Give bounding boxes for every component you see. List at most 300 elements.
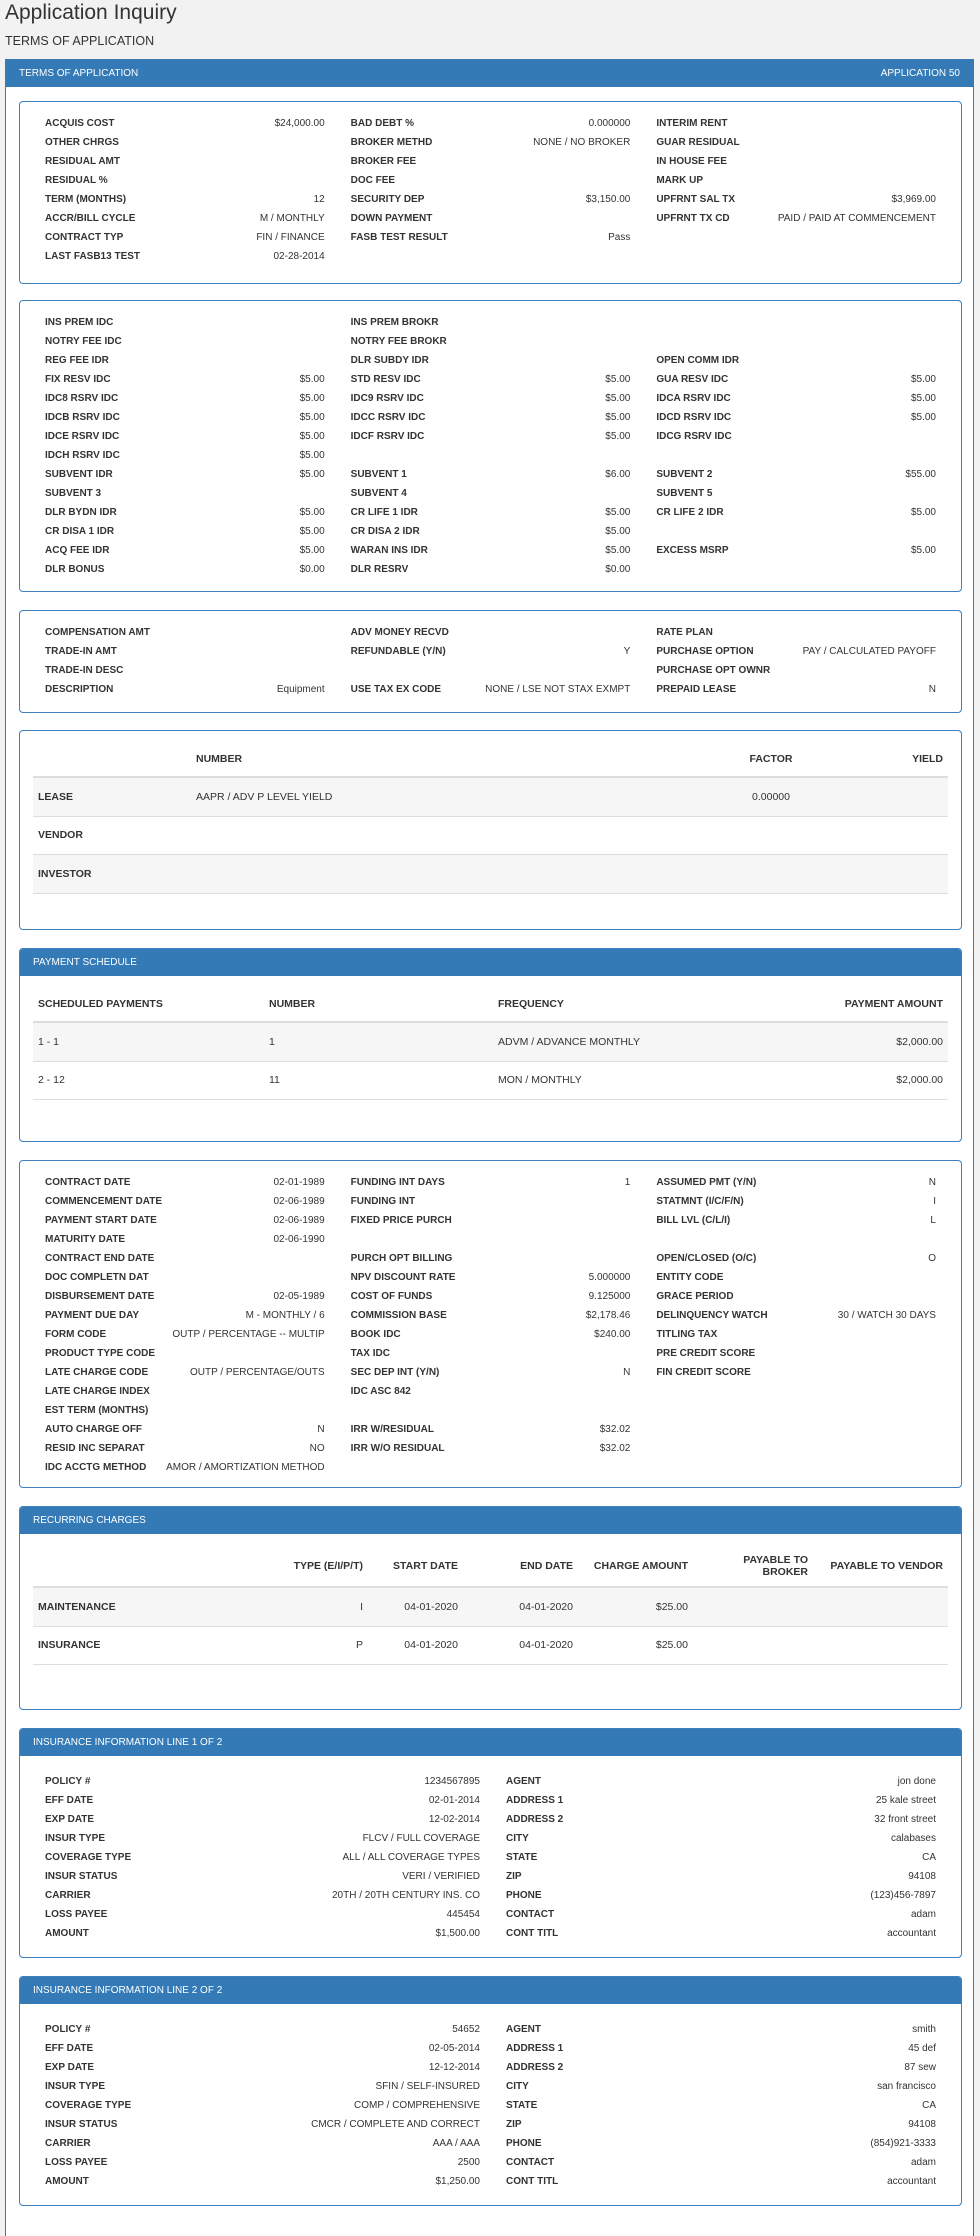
- table-row: [33, 1627, 948, 1666]
- contract-grid: [45, 1173, 936, 1477]
- terms-grid: [45, 114, 936, 266]
- field-value: Equipment: [276, 684, 325, 695]
- field-label: DLR BONUS: [45, 564, 105, 575]
- field-label: POLICY #: [45, 2024, 91, 2035]
- field-label: DELINQUENCY WATCH: [656, 1310, 768, 1321]
- recurring-charges-header: [20, 1507, 961, 1534]
- field-subvent-1: [351, 465, 631, 484]
- field-label: PHONE: [506, 2138, 542, 2149]
- field-label: ACQ FEE IDR: [45, 545, 110, 556]
- field-dlr-bydn-idr: [45, 503, 325, 522]
- payment-table-header: [33, 986, 948, 1023]
- field-label: DLR SUBDY IDR: [350, 355, 429, 366]
- field-label: OTHER CHRGS: [45, 137, 119, 148]
- payment-rows: [33, 1023, 948, 1100]
- field-payment-start-date: [45, 1211, 325, 1230]
- field-value: accountant: [887, 2176, 936, 2187]
- table-row: [33, 1062, 948, 1101]
- field-value: 1: [624, 1177, 631, 1188]
- field-cr-life-2-idr: [656, 503, 936, 522]
- contract-c1-column: [45, 1173, 325, 1477]
- field-label: BROKER FEE: [350, 156, 417, 167]
- cell-amount: $25.00: [655, 1639, 688, 1652]
- field-notry-fee-brokr: [351, 332, 631, 351]
- ins1-c1-column: [45, 1772, 480, 1943]
- field-label: DESCRIPTION: [45, 684, 114, 695]
- empty-field: [656, 522, 936, 541]
- field-assumed-pmt-y-n: [656, 1173, 936, 1192]
- field-value: 02-06-1989: [273, 1196, 325, 1207]
- field-label: PREPAID LEASE: [656, 684, 737, 695]
- field-maturity-date: [45, 1230, 325, 1249]
- field-late-charge-index: [45, 1382, 325, 1401]
- table-row: [33, 817, 948, 856]
- field-upfrnt-sal-tx: [656, 190, 936, 209]
- cell-number: 11: [269, 1074, 280, 1087]
- field-label: REG FEE IDR: [45, 355, 109, 366]
- field-value: (123)456-7897: [870, 1890, 936, 1901]
- field-commencement-date: [45, 1192, 325, 1211]
- cell-amount: $2,000.00: [896, 1074, 943, 1087]
- field-value: 02-06-1990: [273, 1234, 325, 1245]
- field-compensation-amt: [45, 623, 325, 642]
- field-value: CMCR / COMPLETE AND CORRECT: [311, 2119, 480, 2130]
- field-cost-of-funds: [351, 1287, 631, 1306]
- idc-grid: [45, 313, 936, 579]
- field-upfrnt-tx-cd: [656, 209, 936, 228]
- field-label: CARRIER: [45, 1890, 91, 1901]
- rec-col-end: END DATE: [520, 1559, 573, 1572]
- field-label: DOC COMPLETN DAT: [45, 1272, 149, 1283]
- field-value: $0.00: [605, 564, 631, 575]
- field-waran-ins-idr: [351, 541, 631, 560]
- field-value: 25 kale street: [875, 1795, 936, 1806]
- field-value: $5.00: [605, 526, 631, 537]
- field-label: INTERIM RENT: [656, 118, 728, 129]
- field-label: PURCH OPT BILLING: [350, 1253, 453, 1264]
- field-acq-fee-idr: [45, 541, 325, 560]
- field-label: BILL LVL (C/L/I): [656, 1215, 731, 1226]
- field-amount: [45, 2172, 480, 2191]
- idc-c3-column: [656, 313, 936, 579]
- field-label: IDCH RSRV IDC: [45, 450, 120, 461]
- comp-c2-column: [351, 623, 631, 699]
- field-value: san francisco: [877, 2081, 936, 2092]
- idc-c1-column: [45, 313, 325, 579]
- field-label: CITY: [506, 2081, 529, 2092]
- field-cr-life-1-idr: [351, 503, 631, 522]
- idc-section: [19, 300, 962, 592]
- field-last-fasb13-test: [45, 247, 325, 266]
- field-value: 12-02-2014: [428, 1814, 480, 1825]
- field-label: OPEN/CLOSED (O/C): [656, 1253, 757, 1264]
- field-dlr-subdy-idr: [351, 351, 631, 370]
- ins1-c2-column: [506, 1772, 936, 1943]
- field-label: AGENT: [506, 1776, 541, 1787]
- field-label: CARRIER: [45, 2138, 91, 2149]
- cell-type: P: [355, 1639, 363, 1652]
- terms-c1-column: [45, 114, 325, 266]
- field-label: COMPENSATION AMT: [45, 627, 150, 638]
- field-label: RESID INC SEPARAT: [45, 1443, 145, 1454]
- cell-start: 04-01-2020: [404, 1600, 458, 1613]
- field-value: AAA / AAA: [432, 2138, 480, 2149]
- insurance-line-2-section: [19, 1976, 962, 2206]
- field-doc-fee: [351, 171, 631, 190]
- field-value: $5.00: [910, 374, 936, 385]
- cell-type: I: [360, 1600, 363, 1613]
- field-purchase-option: [656, 642, 936, 661]
- field-label: STATE: [506, 2100, 538, 2111]
- field-value: $24,000.00: [274, 118, 325, 129]
- field-form-code: [45, 1325, 325, 1344]
- field-label: TERM (MONTHS): [45, 194, 127, 205]
- field-label: ADDRESS 2: [506, 1814, 564, 1825]
- field-label: GRACE PERIOD: [656, 1291, 734, 1302]
- pay-col-amount: PAYMENT AMOUNT: [844, 997, 943, 1010]
- field-ins-prem-idc: [45, 313, 325, 332]
- field-loss-payee: [45, 1905, 480, 1924]
- field-label: MARK UP: [656, 175, 703, 186]
- field-label: SUBVENT 5: [656, 488, 713, 499]
- field-std-resv-idc: [351, 370, 631, 389]
- field-idcb-rsrv-idc: [45, 408, 325, 427]
- field-value: $5.00: [605, 374, 631, 385]
- field-value: $5.00: [299, 526, 325, 537]
- cell-frequency: MON / MONTHLY: [498, 1074, 582, 1087]
- field-label: COMMENCEMENT DATE: [45, 1196, 163, 1207]
- field-label: NOTRY FEE BROKR: [350, 336, 447, 347]
- field-label: UPFRNT SAL TX: [656, 194, 736, 205]
- field-label: CONTACT: [506, 1909, 555, 1920]
- field-idca-rsrv-idc: [656, 389, 936, 408]
- field-cont-titl: [506, 2172, 936, 2191]
- cell-scheduled: 2 - 12: [38, 1074, 65, 1087]
- field-label: ZIP: [506, 2119, 522, 2130]
- field-subvent-5: [656, 484, 936, 503]
- field-value: jon done: [897, 1776, 936, 1787]
- field-residual-amt: [45, 152, 325, 171]
- cell-end: 04-01-2020: [519, 1639, 573, 1652]
- comp-c1-column: [45, 623, 325, 699]
- field-label: AGENT: [506, 2024, 541, 2035]
- field-label: INSUR STATUS: [45, 1871, 118, 1882]
- field-label: IDCD RSRV IDC: [656, 412, 732, 423]
- field-value: $5.00: [605, 393, 631, 404]
- payment-schedule-section: [19, 948, 962, 1142]
- field-policy: [45, 1772, 480, 1791]
- field-value: M - MONTHLY / 6: [245, 1310, 325, 1321]
- field-label: PHONE: [506, 1890, 542, 1901]
- field-label: EFF DATE: [45, 2043, 94, 2054]
- field-label: BOOK IDC: [350, 1329, 401, 1340]
- field-value: $5.00: [299, 431, 325, 442]
- yield-col-number: NUMBER: [196, 752, 243, 765]
- idc-c2-column: [351, 313, 631, 579]
- field-fin-credit-score: [656, 1363, 936, 1382]
- field-label: SUBVENT 4: [350, 488, 407, 499]
- cell-amount: $25.00: [655, 1600, 688, 1613]
- field-value: $0.00: [299, 564, 325, 575]
- field-value: $5.00: [910, 412, 936, 423]
- field-value: Y: [623, 646, 631, 657]
- cell-start: 04-01-2020: [404, 1639, 458, 1652]
- empty-field: [656, 1230, 936, 1249]
- field-label: USE TAX EX CODE: [350, 684, 442, 695]
- field-value: NONE / LSE NOT STAX EXMPT: [485, 684, 631, 695]
- field-label: WARAN INS IDR: [350, 545, 428, 556]
- field-funding-int-days: [351, 1173, 631, 1192]
- field-interim-rent: [656, 114, 936, 133]
- field-label: INS PREM IDC: [45, 317, 114, 328]
- field-label: FASB TEST RESULT: [350, 232, 448, 243]
- field-cr-disa-1-idr: [45, 522, 325, 541]
- field-book-idc: [351, 1325, 631, 1344]
- field-value: 02-01-2014: [428, 1795, 480, 1806]
- field-value: 94108: [908, 1871, 936, 1882]
- field-value: N: [928, 684, 936, 695]
- field-label: IDCB RSRV IDC: [45, 412, 120, 423]
- field-fix-resv-idc: [45, 370, 325, 389]
- field-label: RESIDUAL AMT: [45, 156, 120, 167]
- field-coverage-type: [45, 2096, 480, 2115]
- field-label: DOWN PAYMENT: [350, 213, 433, 224]
- field-value: NO: [309, 1443, 325, 1454]
- contract-c3-column: [656, 1173, 936, 1477]
- field-mark-up: [656, 171, 936, 190]
- field-value: $32.02: [599, 1443, 631, 1454]
- field-broker-methd: [351, 133, 631, 152]
- cell-end: 04-01-2020: [519, 1600, 573, 1613]
- field-label: INSUR TYPE: [45, 2081, 106, 2092]
- field-value: O: [928, 1253, 936, 1264]
- field-value: SFIN / SELF-INSURED: [375, 2081, 480, 2092]
- field-idch-rsrv-idc: [45, 446, 325, 465]
- empty-field: [656, 332, 936, 351]
- field-open-comm-idr: [656, 351, 936, 370]
- field-contract-date: [45, 1173, 325, 1192]
- field-sec-dep-int-y-n: [351, 1363, 631, 1382]
- field-auto-charge-off: [45, 1420, 325, 1439]
- field-open-closed-o-c: [656, 1249, 936, 1268]
- field-idce-rsrv-idc: [45, 427, 325, 446]
- field-idc-acctg-method: [45, 1458, 325, 1477]
- field-label: PURCHASE OPT OWNR: [656, 665, 771, 676]
- field-value: calabases: [890, 1833, 936, 1844]
- field-label: IDCC RSRV IDC: [350, 412, 426, 423]
- field-value: adam: [910, 2157, 936, 2168]
- field-address-1: [506, 1791, 936, 1810]
- field-subvent-idr: [45, 465, 325, 484]
- field-label: CONTACT: [506, 2157, 555, 2168]
- field-label: STATE: [506, 1852, 538, 1863]
- field-label: SUBVENT 1: [350, 469, 407, 480]
- field-label: RESIDUAL %: [45, 175, 108, 186]
- field-label: CITY: [506, 1833, 529, 1844]
- cell-label: INVESTOR: [38, 867, 92, 880]
- field-gua-resv-idc: [656, 370, 936, 389]
- field-value: $5.00: [299, 374, 325, 385]
- field-in-house-fee: [656, 152, 936, 171]
- field-value: $5.00: [299, 507, 325, 518]
- field-doc-completn-dat: [45, 1268, 325, 1287]
- field-value: 02-05-2014: [428, 2043, 480, 2054]
- field-label: TRADE-IN AMT: [45, 646, 117, 657]
- contract-section: [19, 1160, 962, 1488]
- field-guar-residual: [656, 133, 936, 152]
- field-label: FUNDING INT DAYS: [350, 1177, 445, 1188]
- field-label: SUBVENT IDR: [45, 469, 113, 480]
- field-value: 12: [313, 194, 325, 205]
- field-bad-debt: [351, 114, 631, 133]
- field-commission-base: [351, 1306, 631, 1325]
- field-value: smith: [912, 2024, 936, 2035]
- field-eff-date: [45, 2039, 480, 2058]
- insurance-line-1-header: [20, 1729, 961, 1756]
- field-cr-disa-2-idr: [351, 522, 631, 541]
- field-label: FIN CREDIT SCORE: [656, 1367, 751, 1378]
- field-value: $5.00: [299, 545, 325, 556]
- field-value: 20TH / 20TH CENTURY INS. CO: [332, 1890, 480, 1901]
- insurance-line-1-title: INSURANCE INFORMATION LINE 1 OF 2: [33, 1737, 223, 1748]
- field-carrier: [45, 1886, 480, 1905]
- field-value: ALL / ALL COVERAGE TYPES: [342, 1852, 480, 1863]
- empty-field: [351, 1230, 631, 1249]
- field-value: $1,500.00: [435, 1928, 480, 1939]
- terms-c2-column: [351, 114, 631, 266]
- field-label: SEC DEP INT (Y/N): [350, 1367, 440, 1378]
- field-value: 5.000000: [588, 1272, 631, 1283]
- recurring-charges-title: RECURRING CHARGES: [33, 1515, 146, 1526]
- field-label: AUTO CHARGE OFF: [45, 1424, 143, 1435]
- field-value: 0.000000: [588, 118, 631, 129]
- field-irr-w-o-residual: [351, 1439, 631, 1458]
- comp-c3-column: [656, 623, 936, 699]
- field-label: SECURITY DEP: [350, 194, 425, 205]
- field-label: CR LIFE 2 IDR: [656, 507, 724, 518]
- field-label: IDC ACCTG METHOD: [45, 1462, 147, 1473]
- yield-table-header: [33, 741, 948, 778]
- field-description: [45, 680, 325, 699]
- field-label: CR LIFE 1 IDR: [350, 507, 418, 518]
- field-label: EXP DATE: [45, 1814, 95, 1825]
- field-value: 02-06-1989: [273, 1215, 325, 1226]
- field-label: UPFRNT TX CD: [656, 213, 730, 224]
- field-label: IDC ASC 842: [350, 1386, 411, 1397]
- field-grace-period: [656, 1287, 936, 1306]
- yield-col-factor: FACTOR: [749, 752, 793, 765]
- table-row: [33, 1023, 948, 1062]
- field-label: LOSS PAYEE: [45, 2157, 108, 2168]
- rec-col-vendor: PAYABLE TO VENDOR: [830, 1559, 943, 1572]
- field-value: 02-01-1989: [273, 1177, 325, 1188]
- empty-field: [351, 446, 631, 465]
- field-state: [506, 2096, 936, 2115]
- field-late-charge-code: [45, 1363, 325, 1382]
- field-value: PAID / PAID AT COMMENCEMENT: [777, 213, 936, 224]
- field-label: CR DISA 1 IDR: [45, 526, 115, 537]
- field-notry-fee-idc: [45, 332, 325, 351]
- field-disbursement-date: [45, 1287, 325, 1306]
- field-value: 9.125000: [588, 1291, 631, 1302]
- field-label: RATE PLAN: [656, 627, 713, 638]
- field-label: DOC FEE: [350, 175, 396, 186]
- field-value: $5.00: [605, 545, 631, 556]
- field-label: ENTITY CODE: [656, 1272, 724, 1283]
- cell-label: MAINTENANCE: [38, 1600, 116, 1613]
- field-policy: [45, 2020, 480, 2039]
- field-label: MATURITY DATE: [45, 1234, 125, 1245]
- field-label: EXCESS MSRP: [656, 545, 729, 556]
- field-broker-fee: [351, 152, 631, 171]
- insurance-line-2-title: INSURANCE INFORMATION LINE 2 OF 2: [33, 1985, 223, 1996]
- field-zip: [506, 2115, 936, 2134]
- empty-field: [656, 446, 936, 465]
- ins2-c2-column: [506, 2020, 936, 2191]
- field-label: FIX RESV IDC: [45, 374, 111, 385]
- field-down-payment: [351, 209, 631, 228]
- field-subvent-3: [45, 484, 325, 503]
- field-address-2: [506, 2058, 936, 2077]
- terms-header-title: TERMS OF APPLICATION: [19, 68, 139, 79]
- field-label: ASSUMED PMT (Y/N): [656, 1177, 757, 1188]
- terms-section: [19, 101, 962, 284]
- field-label: PRODUCT TYPE CODE: [45, 1348, 156, 1359]
- field-label: DISBURSEMENT DATE: [45, 1291, 155, 1302]
- field-value: 1234567895: [424, 1776, 480, 1787]
- field-value: 2500: [457, 2157, 480, 2168]
- field-npv-discount-rate: [351, 1268, 631, 1287]
- field-use-tax-ex-code: [351, 680, 631, 699]
- field-value: CA: [922, 1852, 936, 1863]
- field-label: CR DISA 2 IDR: [350, 526, 420, 537]
- pay-col-frequency: FREQUENCY: [498, 997, 564, 1010]
- field-ins-prem-brokr: [351, 313, 631, 332]
- cell-label: LEASE: [38, 790, 74, 803]
- field-insur-type: [45, 1829, 480, 1848]
- field-label: NOTRY FEE IDC: [45, 336, 122, 347]
- field-label: FUNDING INT: [350, 1196, 416, 1207]
- field-insur-status: [45, 1867, 480, 1886]
- field-label: GUAR RESIDUAL: [656, 137, 740, 148]
- field-label: DLR BYDN IDR: [45, 507, 117, 518]
- field-label: ACQUIS COST: [45, 118, 115, 129]
- field-label: CONTRACT DATE: [45, 1177, 131, 1188]
- field-address-1: [506, 2039, 936, 2058]
- recurring-table-header: [33, 1545, 948, 1588]
- insurance-line-2-header: [20, 1977, 961, 2004]
- field-dlr-bonus: [45, 560, 325, 579]
- field-label: BAD DEBT %: [350, 118, 414, 129]
- field-value: adam: [910, 1909, 936, 1920]
- table-row: [33, 1588, 948, 1627]
- table-row: [33, 855, 948, 894]
- field-value: 02-05-1989: [273, 1291, 325, 1302]
- field-label: LAST FASB13 TEST: [45, 251, 141, 262]
- field-zip: [506, 1867, 936, 1886]
- field-value: NONE / NO BROKER: [533, 137, 631, 148]
- field-value: $1,250.00: [435, 2176, 480, 2187]
- field-pre-credit-score: [656, 1344, 936, 1363]
- field-idcf-rsrv-idc: [351, 427, 631, 446]
- field-idcg-rsrv-idc: [656, 427, 936, 446]
- field-value: FLCV / FULL COVERAGE: [362, 1833, 480, 1844]
- yield-table: [33, 741, 948, 894]
- field-value: CA: [922, 2100, 936, 2111]
- field-label: EST TERM (MONTHS): [45, 1405, 149, 1416]
- field-label: REFUNDABLE (Y/N): [350, 646, 446, 657]
- field-value: N: [623, 1367, 631, 1378]
